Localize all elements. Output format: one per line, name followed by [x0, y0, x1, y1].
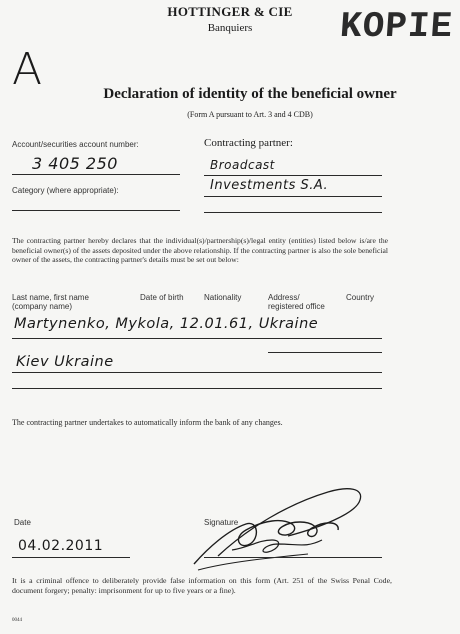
col-address-header — [268, 293, 325, 311]
col-name-label: Last name, first name — [12, 293, 89, 302]
contracting-partner-line2: Investments S.A. — [210, 178, 329, 193]
date-value: 04.02.2011 — [18, 538, 104, 554]
col-nationality-header: Nationality — [204, 293, 242, 302]
form-title: Declaration of identity of the beneficial owner — [103, 86, 397, 102]
category-line — [12, 210, 180, 211]
kopie-stamp: KOPIE — [338, 6, 455, 47]
declaration-text: The contracting partner hereby declares that the individual(s)/partnership(s)/legal entity (entities) listed below is/are the beneficial owner(s) of the assets deposited under the above relationship. If the contracting partner is also the sole beneficial owner of the assets, the contracting partner's details must be set out below: — [12, 236, 388, 265]
contracting-partner-line1: Broadcast — [210, 158, 275, 172]
owner-row-line-2 — [12, 372, 382, 373]
contracting-partner-label: Contracting partner: — [204, 137, 293, 149]
form-letter: A — [12, 44, 43, 95]
legal-warning: It is a criminal offence to deliberately provide false information on this form (Art. 251 of the Swiss Penal Code, document forgery; penalty: imprisonment for up to five years or a fine). — [12, 576, 392, 595]
bank-name: HOTTINGER & CIE — [167, 4, 293, 19]
contracting-partner-line-3 — [204, 212, 382, 213]
col-address-label: Address/ — [268, 293, 300, 302]
form-subtitle: (Form A pursuant to Art. 3 and 4 CDB) — [187, 110, 313, 119]
owner-row-line-1 — [12, 338, 382, 339]
col-country-header: Country — [346, 293, 375, 302]
date-line — [12, 557, 130, 558]
owner-row-2: Kiev Ukraine — [16, 354, 114, 370]
signature-label: Signature — [204, 518, 239, 527]
owner-row-line-3 — [12, 388, 382, 389]
col-name-header — [12, 293, 89, 311]
col-dob-header: Date of birth — [140, 293, 184, 302]
contracting-partner-line-1 — [204, 175, 382, 176]
date-label: Date — [14, 518, 31, 527]
category-label: Category (where appropriate): — [12, 186, 119, 195]
owner-row-line-1b — [268, 352, 382, 353]
account-number-label: Account/securities account number: — [12, 140, 139, 149]
bank-subtitle: Banquiers — [207, 22, 253, 34]
undertaking-text: The contracting partner undertakes to automatically inform the bank of any changes. — [12, 418, 283, 427]
account-number-line — [12, 174, 180, 175]
contracting-partner-line-2 — [204, 196, 382, 197]
col-name-sublabel: (company name) — [12, 302, 73, 311]
owner-row-1: Martynenko, Mykola, 12.01.61, Ukraine — [14, 316, 319, 332]
signature-line — [204, 557, 382, 558]
account-number-value: 3 405 250 — [32, 154, 118, 173]
signature-scribble — [188, 478, 378, 574]
footer-code: 0044 — [12, 618, 22, 623]
col-address-sublabel: registered office — [268, 302, 325, 311]
